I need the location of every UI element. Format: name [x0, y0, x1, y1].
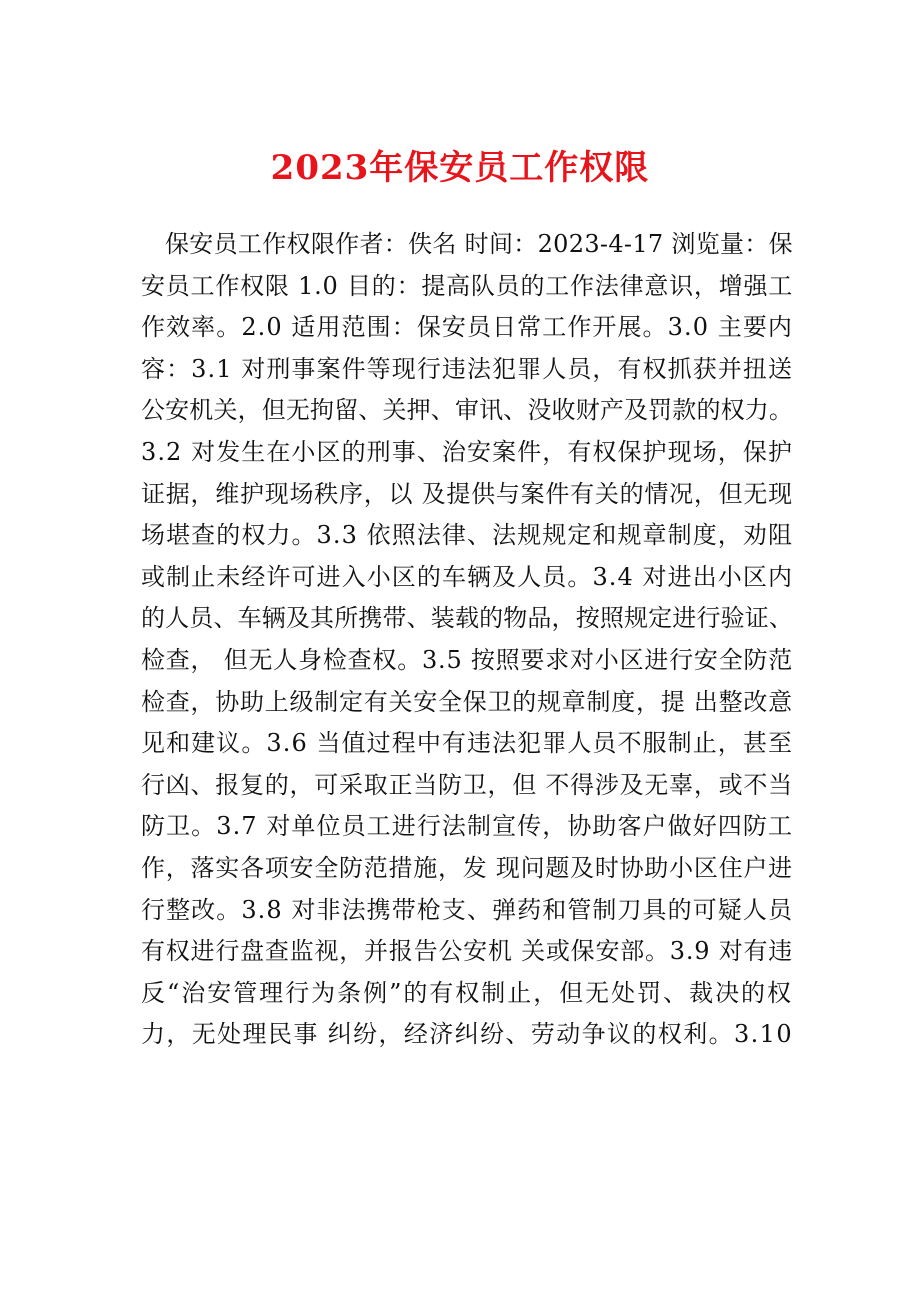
body-line: 检查， 但无人身检查权。3.5 按照要求对小区进行安全防范	[141, 645, 794, 674]
body-line: 证据，维护现场秩序，以 及提供与案件有关的情况，但无现	[141, 479, 793, 508]
body-line: 检查，协助上级制定有关安全保卫的规章制度，提 出整改意	[141, 687, 793, 716]
body-line: 或制止未经许可进入小区的车辆及人员。3.4 对进出小区内	[141, 562, 794, 591]
body-line: 有权进行盘查监视，并报告公安机 关或保安部。3.9 对有违	[141, 937, 794, 966]
body-line: 作，落实各项安全防范措施，发 现问题及时协助小区住户进	[141, 853, 793, 882]
body-line: 行整改。3.8 对非法携带枪支、弹药和管制刀具的可疑人员	[141, 895, 794, 924]
body-line: 行凶、报复的，可采取正当防卫，但 不得涉及无辜，或不当	[141, 770, 793, 799]
body-line: 作效率。2.0 适用范围：保安员日常工作开展。3.0 主要内	[141, 313, 793, 342]
body-line: 3.2 对发生在小区的刑事、治安案件，有权保护现场，保护	[141, 437, 794, 466]
body-line: 力，无处理民事 纠纷，经济纠纷、劳动争议的权利。3.10	[141, 1020, 793, 1049]
body-line: 反“治安管理行为条例”的有权制止，但无处罚、裁决的权	[141, 978, 794, 1007]
body-line: 场堪查的权力。3.3 依照法律、法规规定和规章制度，劝阻	[141, 521, 794, 550]
body-line: 见和建议。3.6 当值过程中有违法犯罪人员不服制止，甚至	[141, 729, 794, 758]
body-line: 安员工作权限 1.0 目的：提高队员的工作法律意识，增强工	[141, 271, 794, 300]
body-line: 保安员工作权限作者：佚名 时间：2023-4-17 浏览量：保	[165, 230, 793, 258]
document-title: 2023年保安员工作权限	[270, 148, 650, 188]
body-line: 公安机关，但无拘留、关押、审讯、没收财产及罚款的权力。	[141, 396, 794, 425]
body-line: 的人员、车辆及其所携带、装载的物品，按照规定进行验证、	[141, 604, 794, 633]
document-body	[141, 224, 793, 1056]
body-line: 防卫。3.7 对单位员工进行法制宣传，协助客户做好四防工	[141, 812, 794, 841]
body-line: 容：3.1 对刑事案件等现行违法犯罪人员，有权抓获并扭送	[141, 354, 794, 383]
